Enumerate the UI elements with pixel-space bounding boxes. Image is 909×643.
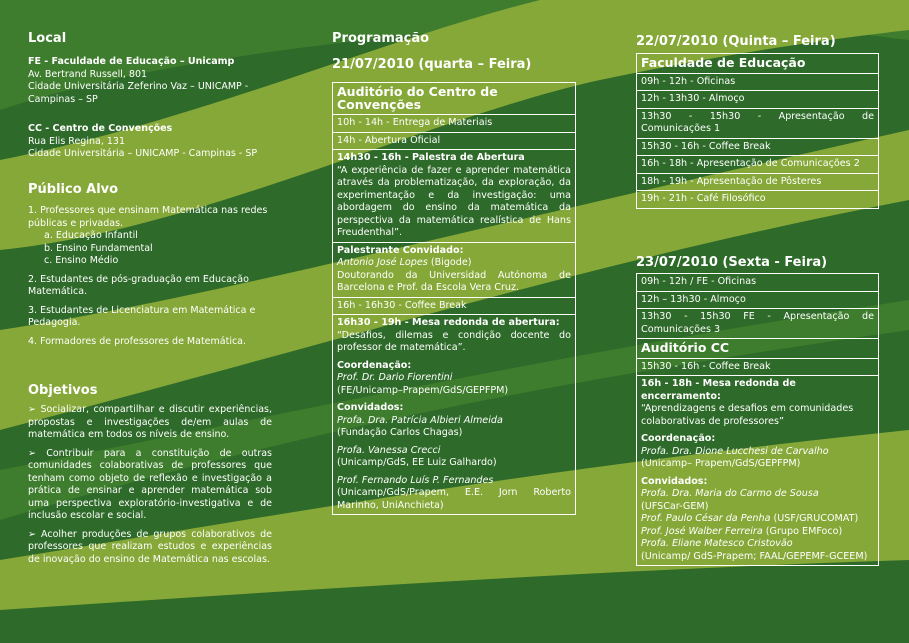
schedule-row: 16h - 16h30 - Coffee Break: [333, 298, 575, 316]
publico-list: [28, 205, 272, 348]
venue-header: Auditório CC: [637, 339, 878, 359]
programacao-title: Programação: [332, 31, 430, 46]
schedule-row: 13h30 - 15h30 - Apresentação de Comunicações 1: [637, 109, 878, 139]
fe-line-1: Av. Bertrand Russell, 801: [28, 68, 148, 80]
fe-line-0: FE - Faculdade de Educação – Unicamp: [28, 56, 235, 67]
objetivos-title: Objetivos: [28, 383, 98, 398]
day2-date: 22/07/2010 (Quinta – Feira): [636, 34, 836, 49]
schedule-row-mesa: 16h30 - 19h - Mesa redonda de abertura: “Desafios, dilemas e condição docente do professor de matemática”. Coordenação: Prof. Dr. Dario Fiorentini (FE/Unicamp–Prapem/GdS/GEPFPM) Convidados: Profa. Dra. Patrícia Albieri Almeida (Fundação Carlos Chagas) Profa. Vanessa Crecci (Unicamp/GdS, EE Luiz Galhardo) Prof. Fernando Luís P. Fernandes (Unicamp/GdS/Prapem, E.E. Jorn Roberto Marinho, UniAnchieta): [337, 317, 571, 511]
schedule-row-mesa: 16h - 18h - Mesa redonda de encerramento: “Aprendizagens e desafios em comunidades colaborativas de professores” Coordenação: Profa. Dra. Dione Lucchesi de Carvalho (Unicamp– Prapem/GdS/GEPFPM) Convidados: Profa. Dra. Maria do Carmo de Sousa (UFSCar-GEM) Prof. Paulo César da Penha (USF/GRUCOMAT) Prof. José Walber Ferreira (Grupo EMFoco) Profa. Eliane Matesco Cristovão (Unicamp/ GdS-Prapem; FAAL/GEPEMF-GCEEM): [641, 378, 868, 562]
schedule-row: 15h30 - 16h - Coffee Break: [637, 139, 878, 157]
publico-item: 3. Estudantes de Licenciatura em Matemática e Pedagogia.: [28, 304, 256, 328]
day2-schedule-table: [636, 53, 879, 209]
arrow-bullet-icon: ➢: [28, 447, 47, 459]
publico-item: 2. Estudantes de pós-graduação em Educação Matemática.: [28, 273, 249, 297]
cc-address: [28, 123, 272, 161]
objetivo-item: ➢ Acolher produções de grupos colaborativos de professores que realizam estudos e experiências de inovação do ensino de Matemática nas escolas.: [28, 528, 272, 565]
schedule-row: 16h - 18h - Apresentação de Comunicações 2: [637, 156, 878, 174]
objetivo-item: ➢ Contribuir para a constituição de outras comunidades colaborativas de professores que tenham como objeto de reflexão e investigação a prática de ensinar e aprender matemática sob uma perspectiva exploratório-investigativa e de inclusão escolar e social.: [28, 447, 272, 521]
schedule-row: 09h - 12h - Oficinas: [637, 74, 878, 92]
schedule-row: 13h30 - 15h30 FE - Apresentação de Comunicações 3: [637, 309, 878, 339]
schedule-row: 12h - 13h30 - Almoço: [637, 91, 878, 109]
publico-title: Público Alvo: [28, 182, 119, 197]
schedule-row-palestrante: Palestrante Convidado: Antonio José Lopes (Bigode) Doutorando da Universidad Autónoma de Barcelona e Prof. da Escola Vera Cruz.: [333, 243, 575, 298]
schedule-row: 10h - 14h - Entrega de Materiais: [333, 115, 575, 133]
venue-header: Faculdade de Educação: [637, 54, 878, 74]
schedule-row: 14h - Abertura Oficial: [333, 133, 575, 151]
objetivo-item: ➢ Socializar, compartilhar e discutir experiências, propostas e investigações de/em aulas de matemática em todos os níveis de ensino.: [28, 404, 273, 440]
day3-schedule-table: [636, 273, 879, 566]
day1-schedule-table: [332, 82, 576, 515]
fe-line-2: Cidade Universitária Zeferino Vaz – UNICAMP - Campinas – SP: [28, 81, 249, 105]
arrow-bullet-icon: ➢: [28, 404, 41, 415]
day1-date: 21/07/2010 (quarta – Feira): [332, 57, 532, 72]
schedule-row: 19h - 21h - Café Filosófico: [641, 193, 766, 204]
cc-line-1: Rua Elis Regina, 131: [28, 135, 125, 147]
cc-line-2: Cidade Universitária – UNICAMP - Campinas - SP: [28, 148, 258, 159]
fe-address: [28, 56, 272, 106]
venue-header: Auditório do Centro de Convenções: [333, 83, 575, 115]
schedule-row: 09h - 12h / FE - Oficinas: [637, 274, 878, 292]
publico-item: a. Educação Infantil: [44, 230, 138, 241]
cc-line-0: CC - Centro de Convenções: [28, 123, 173, 134]
schedule-row: 15h30 - 16h - Coffee Break: [637, 359, 878, 377]
publico-item: c. Ensino Médio: [44, 255, 119, 266]
schedule-row-palestra: 14h30 - 16h - Palestra de Abertura “A experiência de fazer e aprender matemática através da problematização, da exploração, da experimentação e da investigação: uma abordagem do ensino da matemática da perspectiva da matemática realística de Hans Freudenthal”.: [333, 150, 575, 243]
schedule-row: 18h - 19h - Apresentação de Pôsteres: [637, 174, 878, 192]
local-title: Local: [28, 31, 67, 46]
objetivos-list: [28, 404, 272, 566]
publico-item: b. Ensino Fundamental: [44, 242, 153, 254]
publico-item: 1. Professores que ensinam Matemática nas redes públicas e privadas.: [28, 205, 268, 229]
day3-date: 23/07/2010 (Sexta - Feira): [636, 255, 828, 270]
schedule-row: 12h – 13h30 - Almoço: [637, 292, 878, 310]
publico-item: 4. Formadores de professores de Matemática.: [28, 335, 247, 347]
arrow-bullet-icon: ➢: [28, 528, 42, 540]
